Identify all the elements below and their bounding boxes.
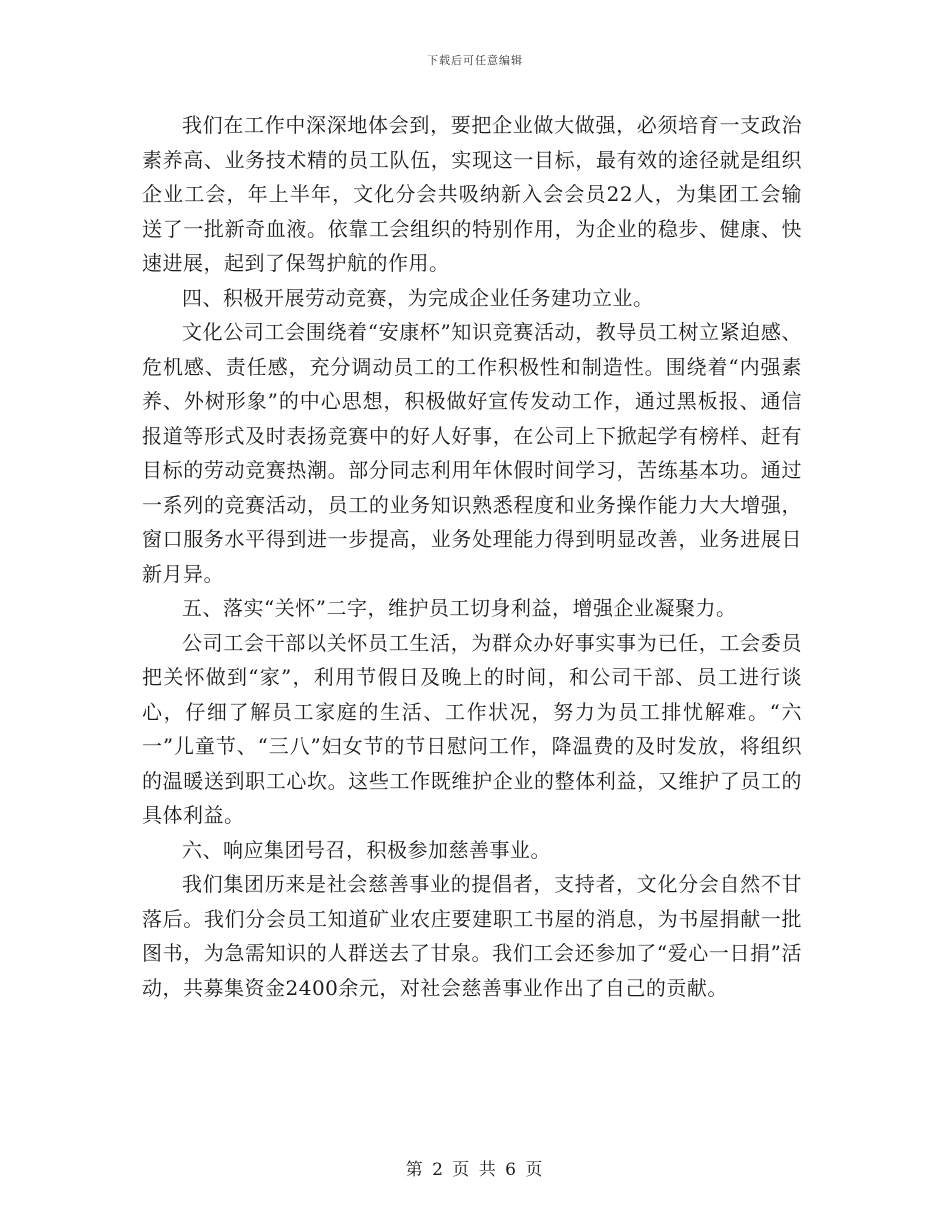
paragraph-charity: 我们集团历来是社会慈善事业的提倡者，支持者，文化分会自然不甘落后。我们分会员工知道矿业农庄要建职工书屋的消息，为书屋捐献一批图书，为急需知识的人群送去了甘泉。我们工会还参加了“爱心一日捐”活动，共募集资金2400余元，对社会慈善事业作出了自己的贡献。 xyxy=(142,872,802,1000)
heading-care: 五、落实“关怀”二字，维护员工切身利益，增强企业凝聚力。 xyxy=(182,596,737,620)
document-body xyxy=(142,108,802,1005)
paragraph-care: 公司工会干部以关怀员工生活，为群众办好事实事为已任，工会委员把关怀做到“家”，利用节假日及晚上的时间，和公司干部、员工进行谈心，仔细了解员工家庭的生活、工作状况，努力为员工排忧解难。“六一”儿童节、“三八”妇女节的节日慰问工作，降温费的及时发放，将组织的温暖送到职工心坎。这些工作既维护企业的整体利益，又维护了员工的具体利益。 xyxy=(142,630,802,827)
page-header-note: 下载后可任意编辑 xyxy=(427,54,523,67)
heading-labor-competition: 四、积极开展劳动竞赛，为完成企业任务建功立业。 xyxy=(182,285,654,310)
heading-charity: 六、响应集团号召，积极参加慈善事业。 xyxy=(182,837,551,862)
paragraph-labor-competition: 文化公司工会围绕着“安康杯”知识竞赛活动，教导员工树立紧迫感、危机感、责任感，充分调动员工的工作积极性和制造性。围绕着“内强素养、外树形象”的中心思想，积极做好宣传发动工作，通过黑板报、通信报道等形式及时表扬竞赛中的好人好事，在公司上下掀起学有榜样、赶有目标的劳动竞赛热潮。部分同志利用年休假时间学习，苦练基本功。通过一系列的竞赛活动，员工的业务知识熟悉程度和业务操作能力大大增强，窗口服务水平得到进一步提高，业务处理能力得到明显改善，业务进展日新月异。 xyxy=(142,320,802,586)
paragraph-union-members: 我们在工作中深深地体会到，要把企业做大做强，必须培育一支政治素养高、业务技术精的员工队伍，实现这一目标，最有效的途径就是组织企业工会，年上半年，文化分会共吸纳新入会会员22人，为集团工会输送了一批新奇血液。依靠工会组织的特别作用，为企业的稳步、健康、快速进展，起到了保驾护航的作用。 xyxy=(142,113,802,275)
page-number: 第 2 页 共 6 页 xyxy=(405,1160,545,1180)
